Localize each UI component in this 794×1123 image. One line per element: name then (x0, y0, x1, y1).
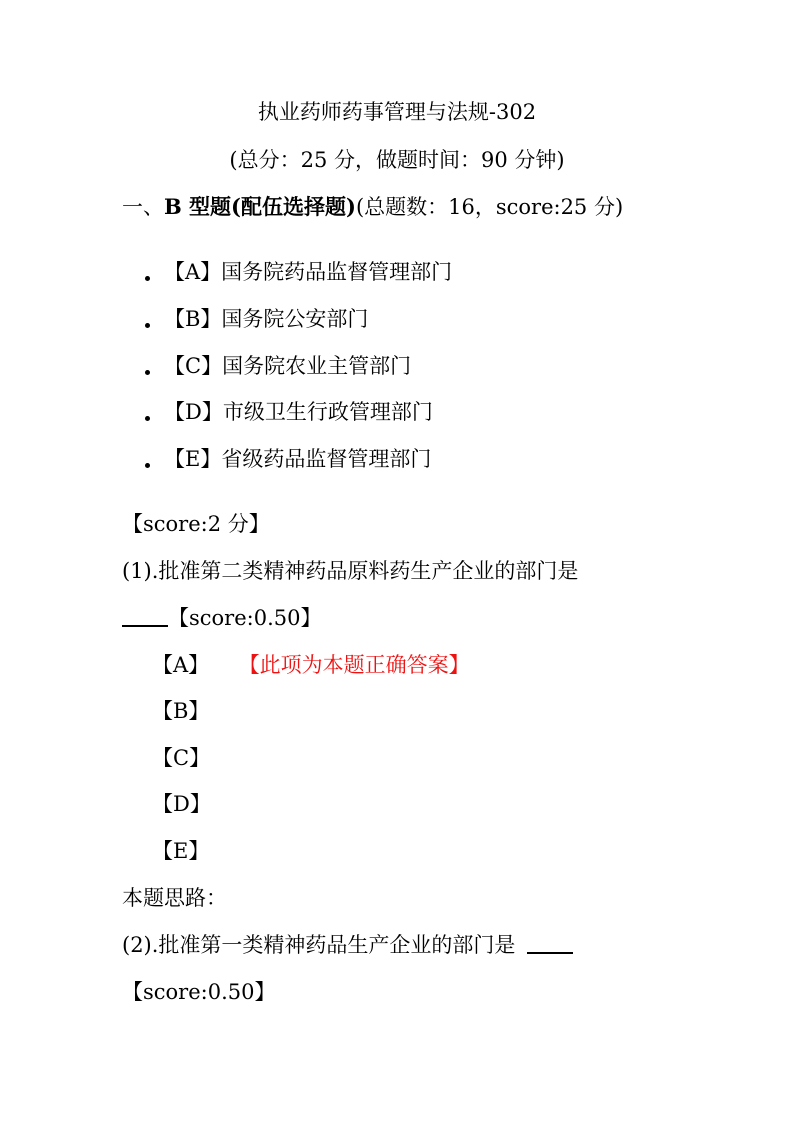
bullet-icon (145, 276, 150, 281)
section-name: B 型题(配伍选择题) (164, 194, 356, 219)
q1-choice-a[interactable] (152, 651, 470, 679)
option-item-a: 【A】国务院药品监督管理部门 (164, 260, 453, 284)
option-item-c: 【C】国务院农业主管部门 (164, 354, 412, 378)
bullet-icon (145, 323, 150, 328)
answer-blank (527, 952, 573, 954)
section-prefix: 一、 (122, 195, 164, 219)
section-summary: (总题数：16，score:25 分) (355, 195, 624, 219)
q1-choice-e[interactable]: 【E】 (152, 839, 210, 863)
doc-subtitle: (总分：25 分，做题时间：90 分钟) (229, 148, 565, 172)
explanation-label: 本题思路： (122, 886, 227, 910)
question-2-text: (2).批准第一类精神药品生产企业的部门是 (122, 933, 516, 957)
question-1-text: (1).批准第二类精神药品原料药生产企业的部门是 (122, 559, 579, 583)
option-item-b: 【B】国务院公安部门 (164, 307, 369, 331)
option-item-d: 【D】市级卫生行政管理部门 (164, 400, 433, 424)
question-2-score: 【score:0.50】 (122, 980, 276, 1004)
question-2-line (122, 931, 573, 959)
q1-choice-c[interactable]: 【C】 (152, 746, 211, 770)
bullet-icon (145, 370, 150, 375)
answer-blank (122, 625, 168, 627)
option-item-e: 【E】省级药品监督管理部门 (164, 447, 432, 471)
section-heading (122, 193, 623, 221)
question-1-score: 【score:0.50】 (168, 606, 322, 630)
q1-choice-d[interactable]: 【D】 (152, 792, 211, 816)
q1-choice-b[interactable]: 【B】 (152, 699, 210, 723)
doc-title: 执业药师药事管理与法规-302 (257, 100, 537, 124)
bullet-icon (145, 416, 150, 421)
group-score: 【score:2 分】 (122, 512, 270, 536)
choice-label: 【A】 (152, 653, 210, 677)
bullet-icon (145, 463, 150, 468)
correct-answer-marker: 【此项为本题正确答案】 (249, 653, 470, 677)
question-1-score-line (122, 604, 321, 632)
